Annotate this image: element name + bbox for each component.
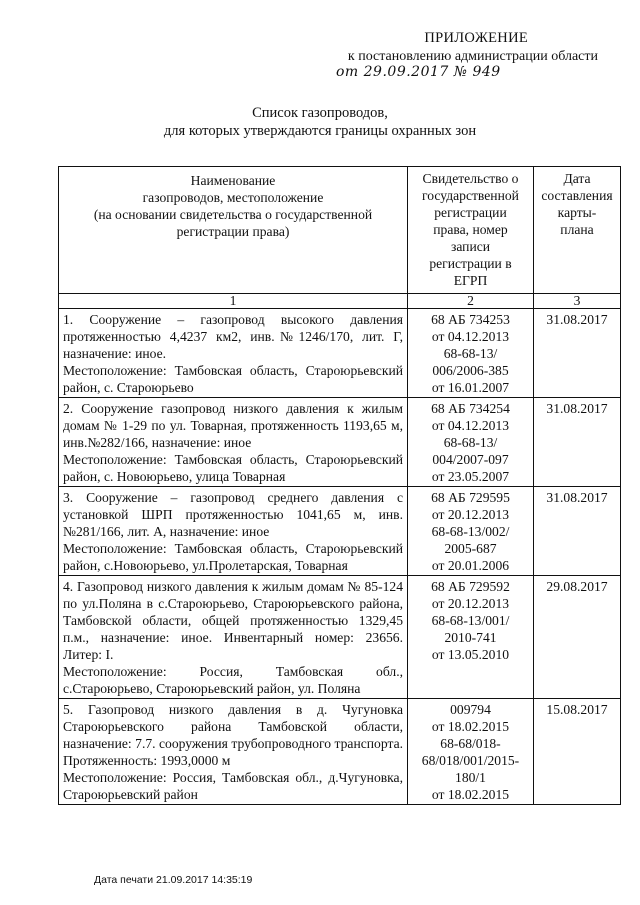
map-date: 31.08.2017	[534, 309, 621, 398]
pipeline-description: 2. Сооружение газопровод низкого давления к жилым домам № 1-29 по ул. Товарная, протяженность 1193,65 м, инв.№282/166, назначение: иное Местоположение: Тамбовская область, Староюрьевский район, с. Новоюрьево, улица Товарная	[59, 398, 408, 487]
column-number: 1	[59, 294, 408, 309]
registration-certificate: 009794 от 18.02.2015 68-68/018- 68/018/001/2015- 180/1 от 18.02.2015	[408, 699, 534, 805]
column-numbers-row	[59, 294, 621, 309]
print-date: Дата печати 21.09.2017 14:35:19	[94, 874, 253, 886]
pipeline-description: 1. Сооружение – газопровод высокого давления протяженностью 4,4237 км2, инв.№1246/170, лит. Г, назначение: иное. Местоположение: Тамбовская область, Староюрьевский район, с. Староюрьево	[59, 309, 408, 398]
registration-certificate: 68 АБ 729592 от 20.12.2013 68-68-13/001/ 2010-741 от 13.05.2010	[408, 576, 534, 699]
registration-certificate: 68 АБ 734254 от 04.12.2013 68-68-13/ 004/2007-097 от 23.05.2007	[408, 398, 534, 487]
table-row	[59, 398, 621, 487]
map-date: 31.08.2017	[534, 398, 621, 487]
table-row	[59, 309, 621, 398]
handwritten-date-number: от 29.09.2017 № 949	[336, 64, 501, 80]
registration-certificate: 68 АБ 734253 от 04.12.2013 68-68-13/ 006/2006-385 от 16.01.2007	[408, 309, 534, 398]
pipeline-description: 3. Сооружение – газопровод среднего давления с установкой ШРП протяженностью 1041,65 м, инв.№281/166, лит. А, назначение: иное Местоположение: Тамбовская область, Староюрьевский район, с.Новоюрьево, ул.Пролетарская, Товарная	[59, 487, 408, 576]
table-row	[59, 576, 621, 699]
resolution-reference: к постановлению администрации области	[347, 49, 598, 64]
column-number: 3	[534, 294, 621, 309]
header-certificate: Свидетельство о государственной регистрации права, номер записи регистрации в ЕГРП	[408, 167, 534, 294]
document-title	[0, 104, 640, 140]
header-name-location: Наименование газопроводов, местоположение (на основании свидетельства о государственной регистрации права)	[59, 167, 408, 294]
table-row	[59, 487, 621, 576]
map-date: 29.08.2017	[534, 576, 621, 699]
pipeline-description: 4. Газопровод низкого давления к жилым домам № 85-124 по ул.Поляна в с.Староюрьево, Староюрьевского района, Тамбовской области, общей протяженностью 1329,45 п.м., назначение: иное. Инвентарный номер: 23656. Литер: I. Местоположение: Россия, Тамбовская обл., с.Староюрьево, Староюрьевский район, ул. Поляна	[59, 576, 408, 699]
pipeline-description: 5. Газопровод низкого давления в д. Чугуновка Староюрьевского района Тамбовской области, назначение: 7.7. сооружения трубопроводного транспорта. Протяженность: 1993,0000 м Местоположение: Россия, Тамбовская обл., д.Чугуновка, Староюрьевский район	[59, 699, 408, 805]
header-map-date: Дата составления карты- плана	[534, 167, 621, 294]
gas-pipelines-table	[58, 166, 621, 805]
appendix-label: ПРИЛОЖЕНИЕ	[424, 30, 528, 46]
table-row	[59, 699, 621, 805]
title-line-2: для которых утверждаются границы охранных зон	[163, 123, 477, 139]
title-line-1: Список газопроводов,	[252, 105, 388, 121]
column-number: 2	[408, 294, 534, 309]
map-date: 15.08.2017	[534, 699, 621, 805]
registration-certificate: 68 АБ 729595 от 20.12.2013 68-68-13/002/ 2005-687 от 20.01.2006	[408, 487, 534, 576]
map-date: 31.08.2017	[534, 487, 621, 576]
